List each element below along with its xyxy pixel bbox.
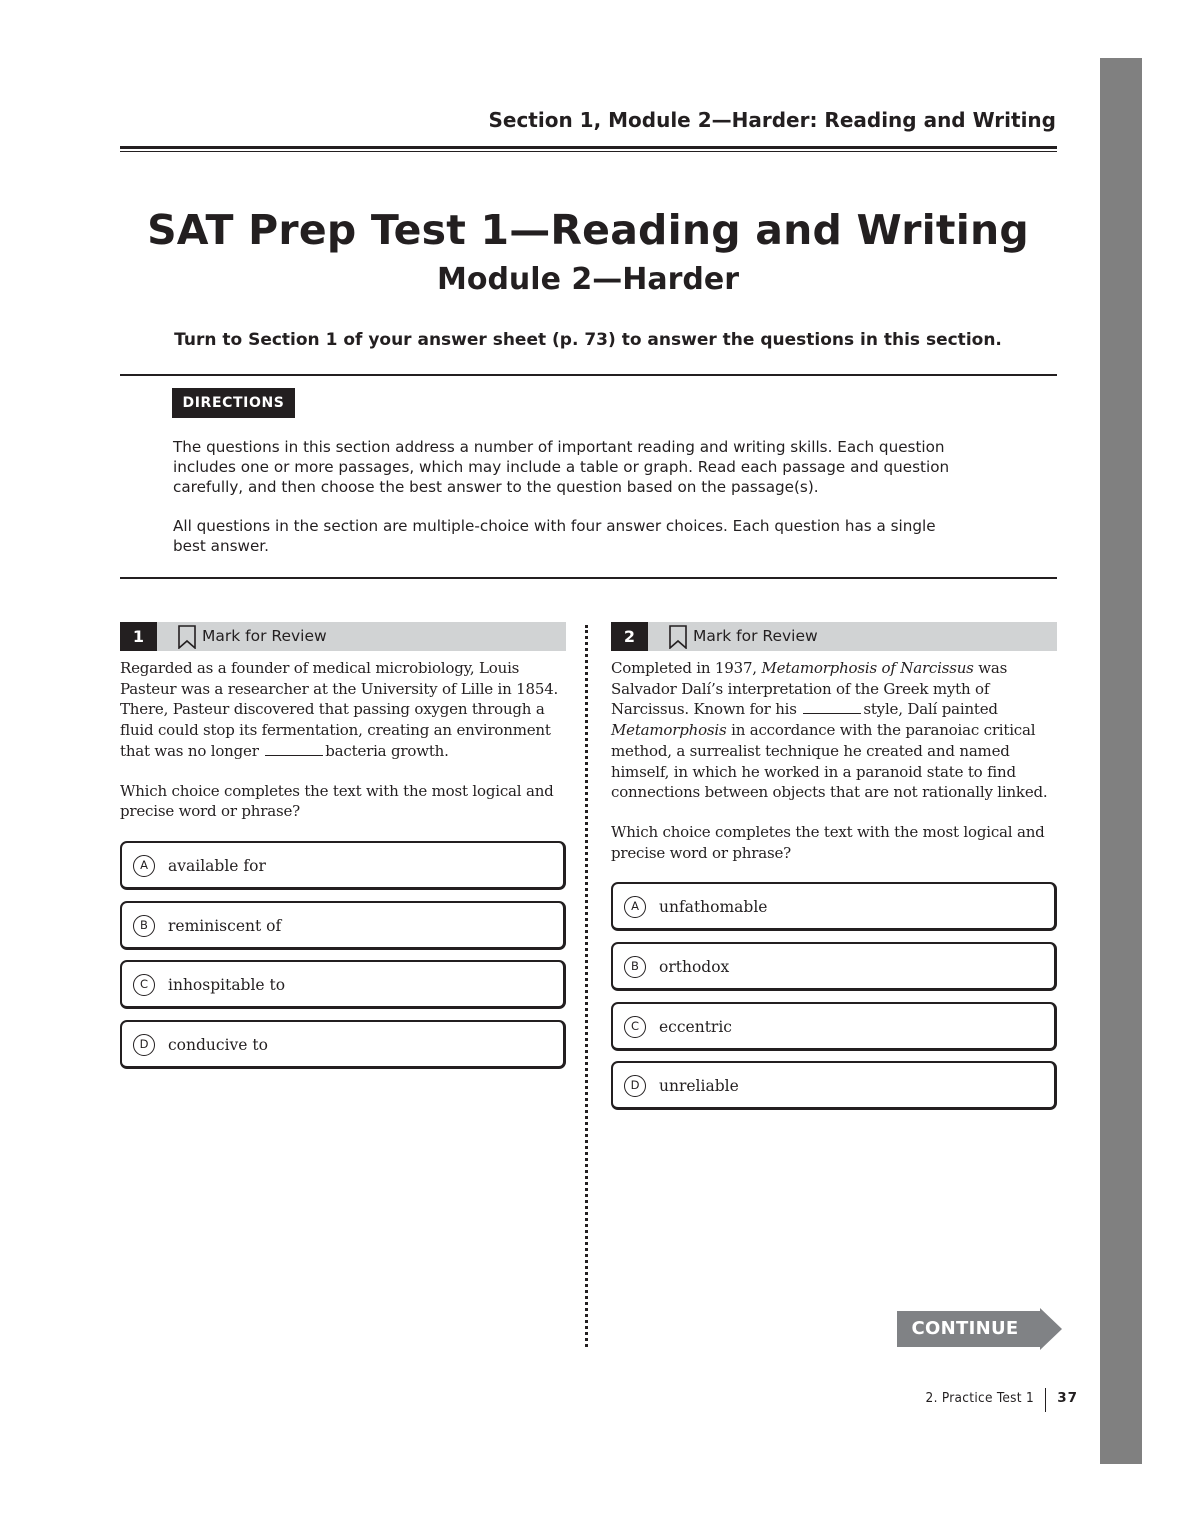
answer-choice-c[interactable] — [611, 1002, 1057, 1051]
answer-choice-b[interactable] — [611, 942, 1057, 991]
artwork-title: Metamorphosis of Narcissus — [761, 659, 974, 677]
answer-sheet-instruction: Turn to Section 1 of your answer sheet (p. 73) to answer the questions in this section. — [174, 330, 1002, 350]
answer-choice-a[interactable] — [120, 841, 566, 890]
answer-choice-a[interactable] — [611, 882, 1057, 931]
passage-text: Regarded as a founder of medical microbiology, Louis Pasteur was a researcher at the University of Lille in 1854. There, Pasteur discovered that passing oxygen through a fluid could stop its fermentation, creating an environment that was no longer — [120, 659, 559, 760]
passage-text: was Salvador Dalí’s interpretation of the Greek myth of Narcissus. Known for his — [611, 659, 1008, 719]
mark-for-review-button[interactable]: Mark for Review — [693, 627, 818, 645]
directions-paragraph-2: All questions in the section are multiple-choice with four answer choices. Each question has a single best answer. — [173, 516, 936, 555]
answer-choice-d[interactable] — [611, 1061, 1057, 1110]
question-1 — [120, 622, 566, 1079]
artwork-title: Metamorphosis — [611, 721, 727, 740]
directions-bottom-rule — [120, 577, 1057, 579]
choice-text: conducive to — [168, 1035, 268, 1054]
directions-text — [173, 438, 963, 557]
passage-text: in accordance with the paranoiac critical method, a surrealist technique he created and named himself, in which he worked in a paranoid state to find connections between objects that are not rationally linked. — [611, 721, 1048, 802]
choice-text: reminiscent of — [168, 916, 282, 935]
mark-for-review-button[interactable]: Mark for Review — [202, 627, 327, 645]
bookmark-icon[interactable] — [668, 625, 688, 649]
choice-letter-icon: D — [624, 1075, 646, 1097]
passage — [120, 658, 566, 762]
header-rule — [120, 146, 1057, 152]
answer-choice-d[interactable] — [120, 1020, 566, 1069]
question-2 — [611, 622, 1057, 1121]
page-title: SAT Prep Test 1—Reading and Writing — [147, 206, 1029, 254]
directions-top-rule — [120, 374, 1057, 376]
section-header: Section 1, Module 2—Harder: Reading and Writing — [488, 108, 1056, 132]
choice-text: orthodox — [659, 957, 730, 976]
choice-letter-icon: C — [624, 1016, 646, 1038]
footer-section-label: 2. Practice Test 1 — [925, 1390, 1034, 1406]
continue-label: CONTINUE — [911, 1318, 1019, 1339]
question-prompt: Which choice completes the text with the most logical and precise word or phrase? — [611, 822, 1045, 862]
choice-text: available for — [168, 856, 266, 875]
question-prompt: Which choice completes the text with the most logical and precise word or phrase? — [120, 781, 554, 821]
question-header — [120, 622, 566, 651]
page-edge-tab — [1100, 58, 1142, 1464]
question-body — [120, 658, 566, 822]
choice-letter-icon: C — [133, 974, 155, 996]
question-number: 2 — [611, 622, 648, 651]
directions-paragraph-1: The questions in this section address a number of important reading and writing skills. Each question includes one or more passages, which may include a table or graph. Read each passage and question carefully, and then choose the best answer to the question based on the passage(s). — [173, 438, 950, 496]
page-subtitle: Module 2—Harder — [436, 262, 739, 297]
question-header — [611, 622, 1057, 651]
choice-letter-icon: B — [624, 956, 646, 978]
choice-text: eccentric — [659, 1017, 732, 1036]
answer-blank — [803, 700, 861, 714]
bookmark-icon[interactable] — [177, 625, 197, 649]
footer-divider — [1045, 1388, 1046, 1412]
passage-text: style, Dalí painted — [863, 700, 998, 719]
choice-letter-icon: D — [133, 1034, 155, 1056]
choice-text: unreliable — [659, 1077, 739, 1096]
answer-choice-b[interactable] — [120, 901, 566, 950]
choice-letter-icon: B — [133, 915, 155, 937]
choice-text: unfathomable — [659, 898, 768, 917]
choice-text: inhospitable to — [168, 976, 286, 995]
answer-blank — [265, 742, 323, 756]
passage — [611, 658, 1057, 803]
answer-choice-c[interactable] — [120, 960, 566, 1009]
directions-badge: DIRECTIONS — [172, 388, 295, 418]
choice-letter-icon: A — [624, 896, 646, 918]
passage-text: Completed in 1937, — [611, 659, 757, 677]
passage-text: bacteria growth. — [325, 741, 449, 760]
page-number: 37 — [1057, 1390, 1078, 1406]
column-divider — [585, 625, 588, 1347]
page-footer — [880, 1388, 1080, 1412]
choice-letter-icon: A — [133, 855, 155, 877]
question-number: 1 — [120, 622, 157, 651]
continue-button[interactable] — [897, 1308, 1063, 1350]
question-body — [611, 658, 1057, 863]
